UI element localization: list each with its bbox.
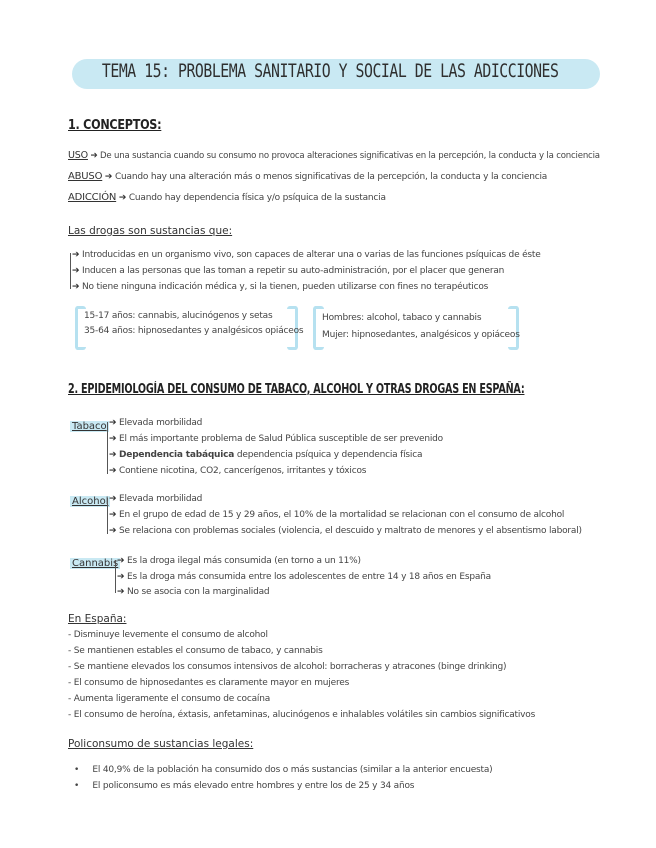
spain-item: - Aumenta ligeramente el consumo de cocaína [68, 694, 271, 704]
arrow-icon: ➔ [72, 250, 83, 260]
alcohol-group [70, 489, 110, 508]
arrow-icon: ➔ [104, 172, 113, 182]
list-item [109, 450, 422, 460]
list-item-text: El 40,9% de la población ha consumido dos o más sustancias (similar a la anterior encuesta) [92, 765, 493, 775]
list-item [72, 266, 504, 276]
list-item-text: Es la droga más consumida entre los adolescentes de entre 14 y 18 años en España [127, 572, 491, 582]
arrow-icon: ➔ [109, 418, 120, 428]
section-1-heading: 1. CONCEPTOS: [68, 118, 162, 133]
term-adiccion: ADICCIÓN [68, 192, 117, 203]
box-right-line: Hombres: alcohol, tabaco y cannabis [322, 313, 482, 323]
list-item [109, 466, 366, 476]
list-item [117, 556, 361, 566]
spain-item: - El consumo de heroína, éxtasis, anfetaminas, alucinógenos e inhalables volátiles sin cambios significativos [68, 710, 536, 720]
list-item-text: Es la droga ilegal más consumida (en torno a un 11%) [127, 556, 361, 566]
box-left-line: 15-17 años: cannabis, alucinógenos y setas [84, 311, 273, 321]
section-2-heading: 2. EPIDEMIOLOGÍA DEL CONSUMO DE TABACO, ALCOHOL Y OTRAS DROGAS EN ESPAÑA: [68, 382, 525, 397]
list-item-text: El policonsumo es más elevado entre hombres y entre los de 25 y 34 años [92, 781, 415, 791]
list-item [72, 250, 541, 260]
tabaco-label: Tabaco [72, 421, 107, 432]
list-item-text: dependencia psíquica y dependencia física [236, 450, 423, 460]
term-abuso: ABUSO [68, 171, 103, 182]
bullet-icon: • [74, 781, 93, 791]
poly-item [74, 781, 414, 791]
list-item-text: Introducidas en un organismo vivo, son capaces de alterar una o varias de las funciones psíquicas de éste [82, 250, 541, 260]
spain-item: - Se mantiene elevados los consumos intensivos de alcohol: borracheras y atracones (binge drinking) [68, 662, 507, 672]
box-right-line: Mujer: hipnosedantes, analgésicos y opiáceos [322, 330, 520, 340]
drugs-heading: Las drogas son sustancias que: [68, 225, 233, 237]
definition-text: Cuando hay dependencia física y/o psíquica de la sustancia [128, 193, 386, 203]
arrow-icon: ➔ [72, 266, 83, 276]
arrow-icon: ➔ [117, 587, 128, 597]
bracket-right-close [508, 306, 519, 350]
spain-item: - Disminuye levemente el consumo de alcohol [68, 630, 268, 640]
arrow-icon: ➔ [109, 526, 120, 536]
arrow-icon: ➔ [109, 434, 120, 444]
list-item [117, 587, 269, 597]
list-item [72, 282, 488, 292]
definition-uso [68, 150, 600, 161]
list-item-text: Inducen a las personas que las toman a repetir su auto-administración, por el placer que generan [82, 266, 505, 276]
arrow-icon: ➔ [109, 494, 120, 504]
tabaco-group [70, 414, 109, 433]
definition-abuso [68, 171, 547, 182]
definition-text: De una sustancia cuando su consumo no provoca alteraciones significativas en la percepción, la conducta y la conciencia [100, 151, 600, 161]
page-title: TEMA 15: PROBLEMA SANITARIO Y SOCIAL DE LAS ADICCIONES [101, 60, 559, 82]
list-item-text: Elevada morbilidad [119, 494, 203, 504]
bullet-icon: • [74, 765, 93, 775]
list-item [109, 494, 202, 504]
bold-prefix: Dependencia tabáquica [119, 450, 235, 460]
definition-adiccion [68, 192, 386, 203]
alcohol-label: Alcohol [72, 496, 109, 507]
list-item-text: No se asocia con la marginalidad [127, 587, 270, 597]
arrow-icon: ➔ [109, 510, 120, 520]
list-item-text: Elevada morbilidad [119, 418, 203, 428]
box-left-line: 35-64 años: hipnosedantes y analgésicos opiáceos [84, 326, 304, 336]
list-item [109, 418, 202, 428]
cannabis-group [70, 551, 120, 570]
list-item [109, 510, 564, 520]
list-item [109, 526, 582, 536]
list-item [117, 572, 491, 582]
arrow-icon: ➔ [118, 193, 127, 203]
poly-heading: Policonsumo de sustancias legales: [68, 738, 254, 750]
list-item-text: Contiene nicotina, CO2, cancerígenos, irritantes y tóxicos [119, 466, 367, 476]
spain-item: - Se mantienen estables el consumo de tabaco, y cannabis [68, 646, 323, 656]
list-item-text: En el grupo de edad de 15 y 29 años, el 10% de la mortalidad se relacionan con el consumo de alcohol [119, 510, 565, 520]
arrow-icon: ➔ [117, 556, 128, 566]
list-item [109, 434, 443, 444]
spain-item: - El consumo de hipnosedantes es claramente mayor en mujeres [68, 678, 350, 688]
arrow-icon: ➔ [72, 282, 83, 292]
spain-heading: En España: [68, 613, 127, 625]
term-uso: USO [68, 150, 88, 161]
list-item-text: El más importante problema de Salud Pública susceptible de ser prevenido [119, 434, 443, 444]
arrow-icon: ➔ [109, 466, 120, 476]
arrow-icon: ➔ [117, 572, 128, 582]
poly-item [74, 765, 493, 775]
list-item-text: No tiene ninguna indicación médica y, si la tienen, pueden utilizarse con fines no terapéuticos [82, 282, 489, 292]
list-item-text: Se relaciona con problemas sociales (violencia, el descuido y maltrato de menores y el absentismo laboral) [119, 526, 582, 536]
arrow-icon: ➔ [109, 450, 120, 460]
definition-text: Cuando hay una alteración más o menos significativas de la percepción, la conducta y la conciencia [114, 172, 548, 182]
cannabis-label: Cannabis [72, 558, 119, 569]
arrow-icon: ➔ [90, 151, 98, 161]
